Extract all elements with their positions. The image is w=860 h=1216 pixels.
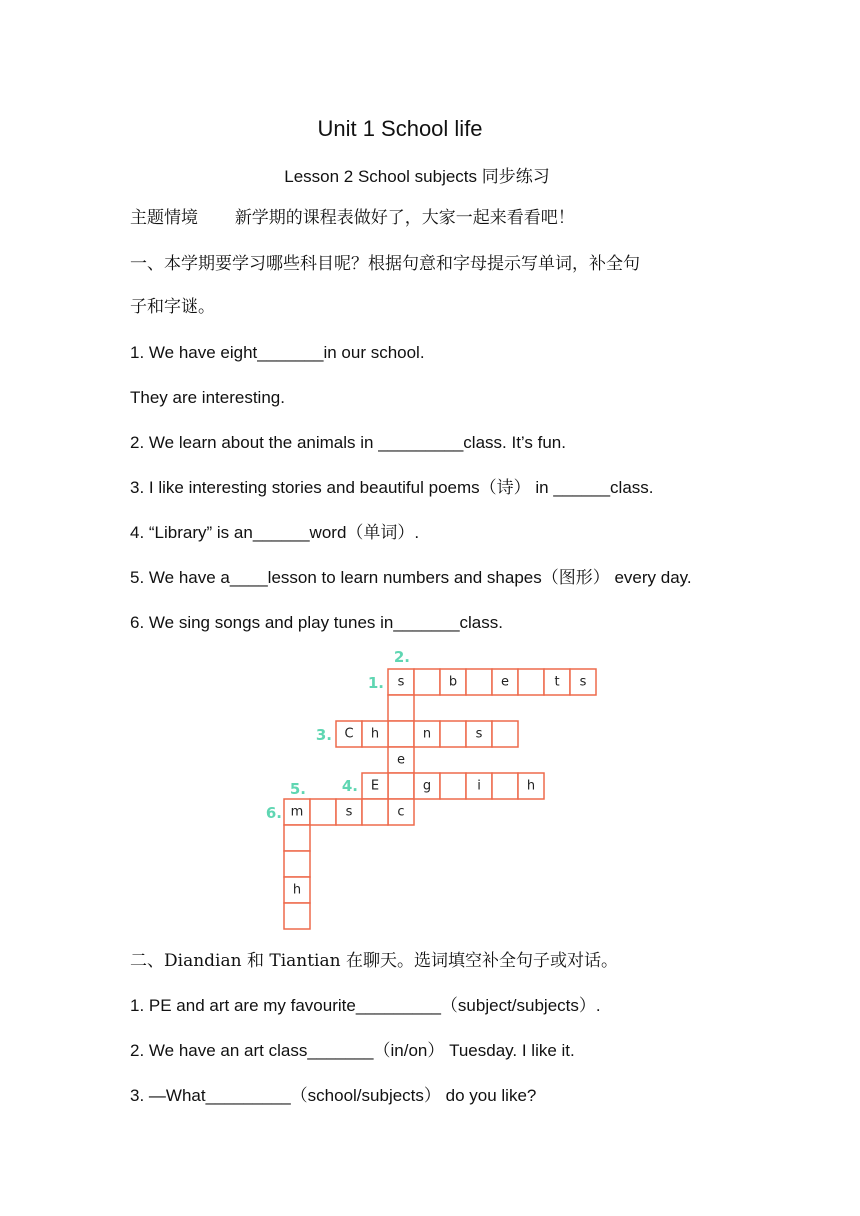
section2-question-1: 1. PE and art are my favourite_________（subject/subjects）. [130, 996, 601, 1015]
question-6: 6. We sing songs and play tunes in_______class. [130, 613, 503, 632]
crossword-cell-5-2 [284, 851, 310, 877]
crossword-letter: i [477, 778, 481, 794]
crossword-cell-2-1 [388, 695, 414, 721]
crossword-clue-number-6: 6. [265, 804, 282, 822]
crossword-letter: b [448, 674, 458, 690]
crossword-letter: h [370, 726, 380, 742]
crossword-letter: C [344, 726, 354, 742]
crossword-clue-number-4: 4. [341, 777, 358, 795]
question-3: 3. I like interesting stories and beautiful poems（诗） in ______class. [130, 478, 654, 497]
crossword-cell-3-4 [440, 721, 466, 747]
crossword-cell-6-3 [362, 799, 388, 825]
crossword-letter: h [292, 882, 302, 898]
crossword-letter: e [501, 674, 509, 690]
section1-heading-line1: 一、本学期要学习哪些科目呢？根据句意和字母提示写单词，补全句 [130, 254, 640, 274]
crossword-letter: s [345, 804, 353, 820]
crossword-cell-1-3 [466, 669, 492, 695]
section2-question-3: 3. —What_________（school/subjects） do you like? [130, 1086, 537, 1105]
question-1-continued: They are interesting. [130, 388, 285, 407]
crossword-cell-5-1 [284, 825, 310, 851]
crossword-letter: s [579, 674, 587, 690]
crossword-cell-2-4 [388, 773, 414, 799]
crossword-cell-2-2 [388, 721, 414, 747]
theme-label: 主题情境 [130, 208, 198, 228]
section1-heading-line2: 子和字谜。 [130, 297, 215, 317]
crossword-letter: m [290, 804, 304, 820]
crossword-cell-5-4 [284, 903, 310, 929]
crossword-cell-6-1 [310, 799, 336, 825]
crossword-cell-4-3 [440, 773, 466, 799]
crossword-cell-1-5 [518, 669, 544, 695]
crossword-clue-number-3: 3. [315, 726, 332, 744]
crossword-letter: t [554, 674, 560, 690]
question-4: 4. “Library” is an______word（单词）. [130, 523, 420, 542]
crossword-letter: c [397, 804, 405, 820]
page-title: Unit 1 School life [317, 116, 483, 141]
crossword-letter: E [370, 778, 380, 794]
crossword-cell-4-5 [492, 773, 518, 799]
crossword-cell-1-1 [414, 669, 440, 695]
crossword-letter: g [422, 778, 432, 794]
section2-question-2: 2. We have an art class_______（in/on） Tuesday. I like it. [130, 1041, 575, 1060]
crossword-letter: s [475, 726, 483, 742]
crossword-letter: n [422, 726, 432, 742]
crossword-letter: s [397, 674, 405, 690]
page-subtitle: Lesson 2 School subjects 同步练习 [284, 167, 550, 186]
theme-text: 新学期的课程表做好了，大家一起来看看吧！ [234, 208, 575, 228]
section2-heading: 二、Diandian 和 Tiantian 在聊天。选词填空补全句子或对话。 [130, 951, 618, 971]
crossword-clue-number-2: 2. [393, 648, 410, 666]
crossword-cell-3-6 [492, 721, 518, 747]
question-5: 5. We have a____lesson to learn numbers and shapes（图形） every day. [130, 568, 692, 587]
crossword-letter: e [397, 752, 405, 768]
crossword-clue-number-5: 5. [289, 780, 306, 798]
crossword-letter: h [526, 778, 536, 794]
crossword-clue-number-1: 1. [367, 674, 384, 692]
question-2: 2. We learn about the animals in _________class. It’s fun. [130, 433, 566, 452]
question-1: 1. We have eight_______in our school. [130, 343, 425, 362]
